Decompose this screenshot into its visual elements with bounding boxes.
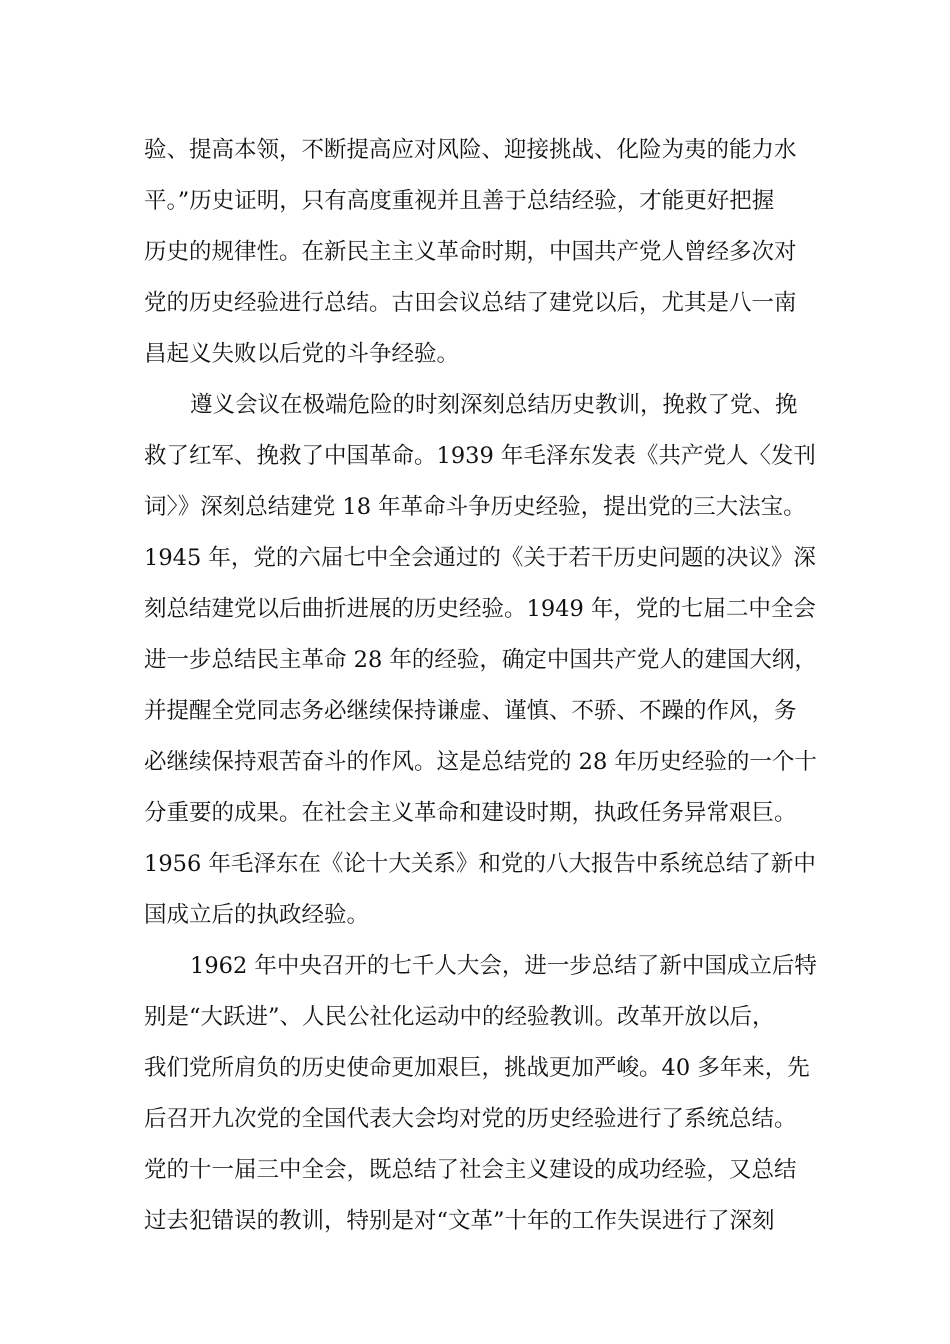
text-line: 必继续保持艰苦奋斗的作风。这是总结党的 28 年历史经验的一个十	[144, 749, 817, 775]
text-line: 刻总结建党以后曲折进展的历史经验。1949 年，党的七届二中全会	[144, 596, 816, 622]
text-line: 别是“大跃进”、人民公社化运动中的经验教训。改革开放以后，	[144, 1004, 775, 1030]
text-line: 历史的规律性。在新民主主义革命时期，中国共产党人曾经多次对	[144, 239, 797, 265]
text-line: 我们党所肩负的历史使命更加艰巨，挑战更加严峻。40 多年来，先	[144, 1055, 810, 1081]
text-line: 进一步总结民主革命 28 年的经验，确定中国共产党人的建国大纲，	[144, 647, 817, 673]
text-line: 验、提高本领，不断提高应对风险、迎接挑战、化险为夷的能力水	[144, 137, 797, 163]
text-line: 平。”历史证明，只有高度重视并且善于总结经验，才能更好把握	[144, 188, 775, 214]
text-line: 国成立后的执政经验。	[144, 902, 370, 928]
text-line: 后召开九次党的全国代表大会均对党的历史经验进行了系统总结。	[144, 1106, 797, 1132]
paragraph-first-line: 1962 年中央召开的七千人大会，进一步总结了新中国成立后特	[190, 953, 817, 979]
text-line: 1945 年，党的六届七中全会通过的《关于若干历史问题的决议》深	[144, 545, 816, 571]
text-line: 昌起义失败以后党的斗争经验。	[144, 341, 460, 367]
text-line: 1956 年毛泽东在《论十大关系》和党的八大报告中系统总结了新中	[144, 851, 816, 877]
text-line: 分重要的成果。在社会主义革命和建设时期，执政任务异常艰巨。	[144, 800, 797, 826]
text-line: 党的历史经验进行总结。古田会议总结了建党以后，尤其是八一南	[144, 290, 797, 316]
text-line: 党的十一届三中全会，既总结了社会主义建设的成功经验，又总结	[144, 1157, 797, 1183]
text-line: 过去犯错误的教训，特别是对“文革”十年的工作失误进行了深刻	[144, 1208, 775, 1234]
paragraph-first-line: 遵义会议在极端危险的时刻深刻总结历史教训，挽救了党、挽	[190, 392, 798, 418]
text-line: 词〉》深刻总结建党 18 年革命斗争历史经验，提出党的三大法宝。	[144, 494, 806, 520]
text-line: 救了红军、挽救了中国革命。1939 年毛泽东发表《共产党人〈发刊	[144, 443, 816, 469]
text-line: 并提醒全党同志务必继续保持谦虚、谨慎、不骄、不躁的作风，务	[144, 698, 797, 724]
